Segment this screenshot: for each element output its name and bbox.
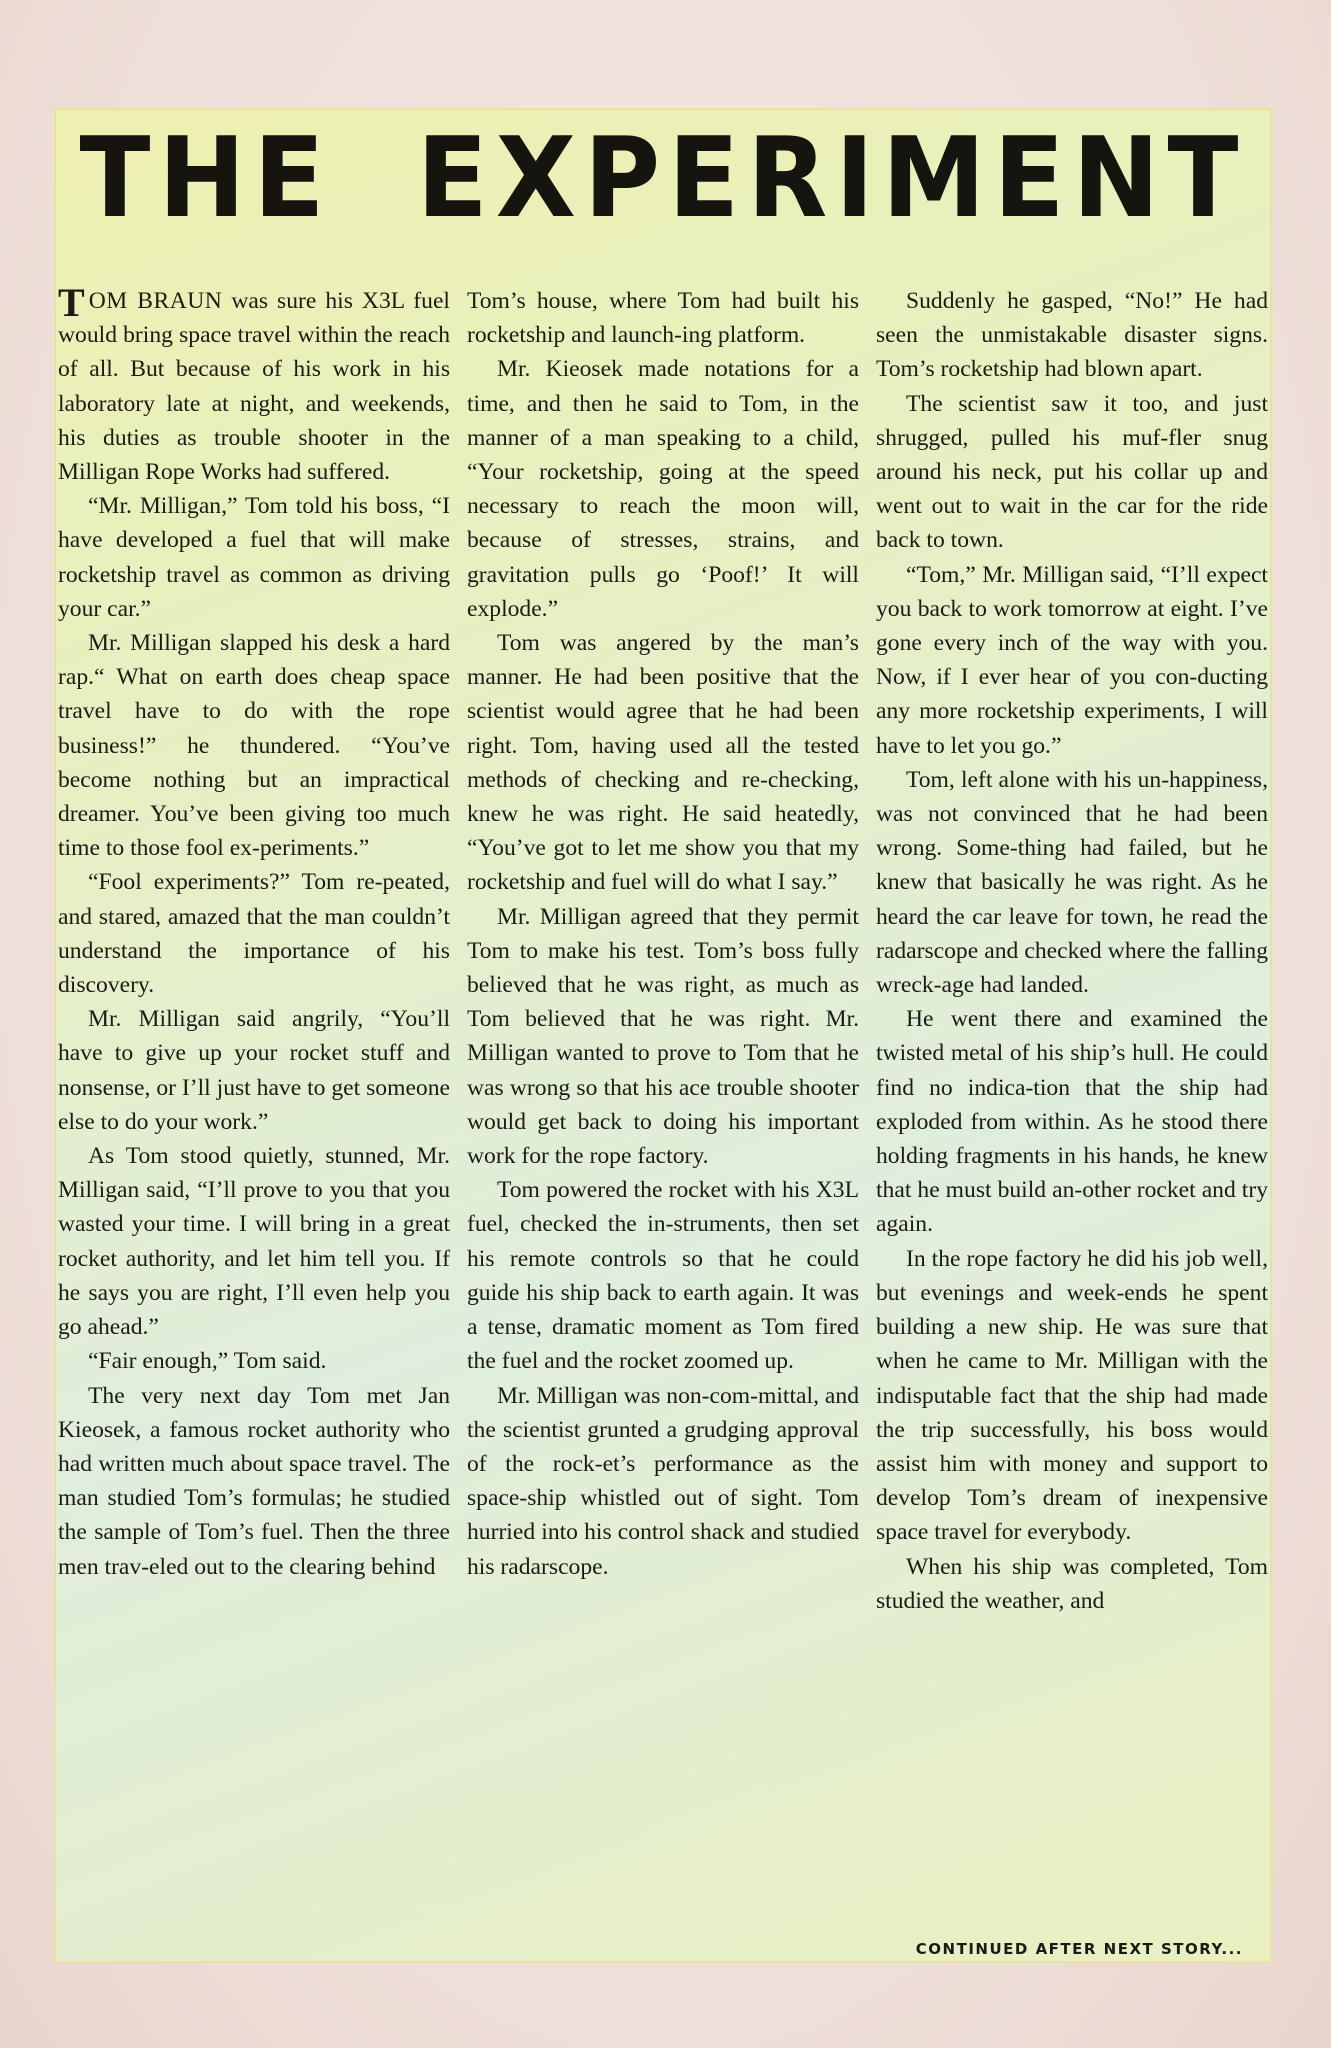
continued-note: CONTINUED AFTER NEXT STORY... [915, 1940, 1243, 1958]
paragraph: Tom powered the rocket with his X3L fuel, checked the in-struments, then set his remote controls so that he could guide his ship back to earth again. It was a tense, dramatic moment as Tom fired the fuel and the rocket zoomed up. [467, 1177, 859, 1375]
paragraph: “Fool experiments?” Tom re-peated, and stared, amazed that the man couldn’t understand the importance of his discovery. [58, 869, 450, 999]
text-column-2 [467, 284, 859, 1924]
story-body [58, 280, 1268, 1924]
paragraph: Tom, left alone with his un-happiness, was not convinced that he had been wrong. Some-thing had failed, but he knew that basically he was right. As he heard the car leave for town, he read the radarscope and checked where the falling wreck-age had landed. [876, 766, 1268, 999]
story-title: THE EXPERIMENT [79, 113, 1247, 243]
paragraph: Mr. Milligan said angrily, “You’ll have to give up your rocket stuff and nonsense, or I’ll just have to get someone else to do your work.” [58, 1006, 450, 1135]
lead-words: OM BRAUN [88, 288, 223, 314]
paragraph-text: was sure his X3L fuel would bring space travel within the reach of all. But because of his work in his laboratory late at night, and weekends, his duties as trouble shooter in the Milligan Rope Works had suffered. [58, 288, 450, 486]
paragraph: “Tom,” Mr. Milligan said, “I’ll expect you back to work tomorrow at eight. I’ve gone every inch of the way with you. Now, if I ever hear of you con-ducting any more rocketship experiments, I will have to let you go.” [876, 561, 1268, 759]
paragraph: Mr. Milligan slapped his desk a hard rap.“ What on earth does cheap space travel have to do with the rope business!” he thundered. “You’ve become nothing but an impractical dreamer. You’ve been giving too much time to those fool ex-periments.” [58, 630, 450, 862]
paragraph: “Fair enough,” Tom said. [88, 1348, 327, 1375]
paragraph: Mr. Kieosek made notations for a time, and then he said to Tom, in the manner of a man speaking to a child, “Your rocketship, going at the speed necessary to reach the moon will, because of stresses, strains, and gravitation pulls go ‘Poof!’ It will explode.” [467, 356, 859, 622]
paragraph: “Mr. Milligan,” Tom told his boss, “I have developed a fuel that will make rocketship travel as common as driving your car.” [58, 493, 450, 622]
paragraph: Mr. Milligan was non-com-mittal, and the scientist grunted a grudging approval of the rock-et’s performance as the space-ship whistled out of sight. Tom hurried into his control shack and studied his radarscope. [467, 1382, 859, 1580]
paragraph: He went there and examined the twisted metal of his ship’s hull. He could find no indica-tion that the ship had exploded from within. As he stood there holding fragments in his hands, he knew that he must build an-other rocket and try again. [876, 1006, 1268, 1238]
paragraph: In the rope factory he did his job well, but evenings and week-ends he spent building a new ship. He was sure that when he came to Mr. Milligan with the indisputable fact that the ship had made the trip successfully, his boss would assist him with money and support to develop Tom’s dream of inexpensive space travel for everybody. [876, 1245, 1268, 1546]
paragraph: Tom’s house, where Tom had built his rocketship and launch-ing platform. [467, 288, 859, 349]
paragraph: Suddenly he gasped, “No!” He had seen the unmistakable disaster signs. Tom’s rocketship had blown apart. [876, 288, 1268, 383]
text-column-1 [58, 280, 450, 1924]
paragraph: The scientist saw it too, and just shrugged, pulled his muf-fler snug around his neck, put his collar up and went out to wait in the car for the ride back to town. [876, 390, 1268, 554]
text-column-3 [876, 284, 1268, 1924]
paragraph: Mr. Milligan agreed that they permit Tom to make his test. Tom’s boss fully believed that he was right, as much as Tom believed that he was right. Mr. Milligan wanted to prove to Tom that he was wrong so that his ace trouble shooter would get back to doing his important work for the rope factory. [467, 903, 859, 1170]
paragraph: The very next day Tom met Jan Kieosek, a famous rocket authority who had written much about space travel. The man studied Tom’s formulas; he studied the sample of Tom’s fuel. Then the three men trav-eled out to the clearing behind [58, 1382, 450, 1580]
paragraph: Tom was angered by the man’s manner. He had been positive that the scientist would agree that he had been right. Tom, having used all the tested methods of checking and re-checking, knew he was right. He said heatedly, “You’ve got to let me show you that my rocketship and fuel will do what I say.” [467, 630, 859, 896]
paragraph: When his ship was completed, Tom studied the weather, and [876, 1553, 1268, 1614]
drop-cap: T [58, 280, 85, 325]
paragraph [58, 280, 450, 489]
paragraph: As Tom stood quietly, stunned, Mr. Milligan said, “I’ll prove to you that you wasted your time. I will bring in a great rocket authority, and let him tell you. If he says you are right, I’ll even help you go ahead.” [58, 1143, 450, 1341]
